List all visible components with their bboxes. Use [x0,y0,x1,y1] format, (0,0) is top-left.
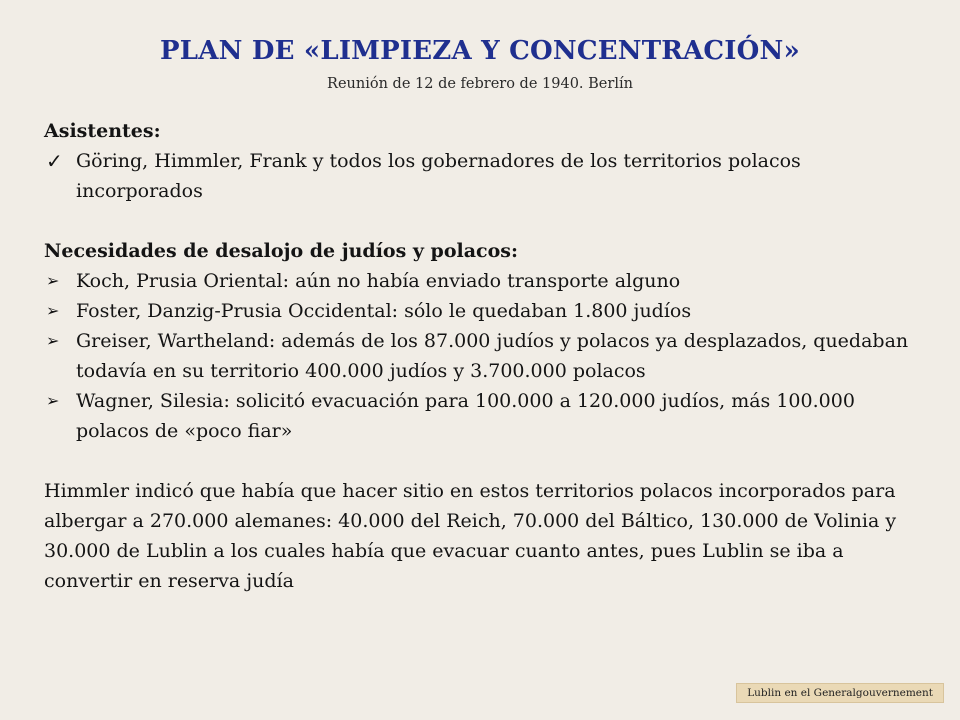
summary-paragraph: Himmler indicó que había que hacer sitio en estos territorios polacos incorporados para albergar a 270.000 alemanes: 40.000 del Reich, 70.000 del Báltico, 130.000 de Volinia y 30.000 de Lublin a los cuales había que evacuar cuanto antes, pues Lublin se iba a convertir en reserva judía [44,480,897,592]
needs-list [44,266,924,446]
needs-text: Greiser, Wartheland: además de los 87.000 judíos y polacos ya desplazados, quedaban todavía en su territorio 400.000 judíos y 3.700.000 polacos [76,330,909,382]
arrow-right-icon: ➢ [46,391,60,410]
footer-link-button[interactable]: Lublin en el Generalgouvernement [736,683,944,703]
attendees-list [44,146,924,206]
list-item [44,386,924,446]
attendee-text: Göring, Himmler, Frank y todos los gobernadores de los territorios polacos incorporados [76,150,801,202]
attendees-heading: Asistentes: [44,120,161,142]
needs-text: Foster, Danzig-Prusia Occidental: sólo le quedaban 1.800 judíos [76,300,692,322]
page-title: PLAN DE «LIMPIEZA Y CONCENTRACIÓN» [160,36,800,66]
page-subtitle: Reunión de 12 de febrero de 1940. Berlín [327,76,633,92]
needs-heading: Necesidades de desalojo de judíos y polacos: [44,240,518,262]
checkmark-icon: ✓ [46,149,63,173]
needs-text: Wagner, Silesia: solicitó evacuación para 100.000 a 120.000 judíos, más 100.000 polacos de «poco fiar» [76,390,855,442]
slide-content [44,116,924,596]
list-item [44,326,924,386]
arrow-right-icon: ➢ [46,301,60,320]
list-item [44,146,924,206]
needs-text: Koch, Prusia Oriental: aún no había enviado transporte alguno [76,270,681,292]
arrow-right-icon: ➢ [46,271,60,290]
arrow-right-icon: ➢ [46,331,60,350]
list-item [44,266,924,296]
list-item [44,296,924,326]
